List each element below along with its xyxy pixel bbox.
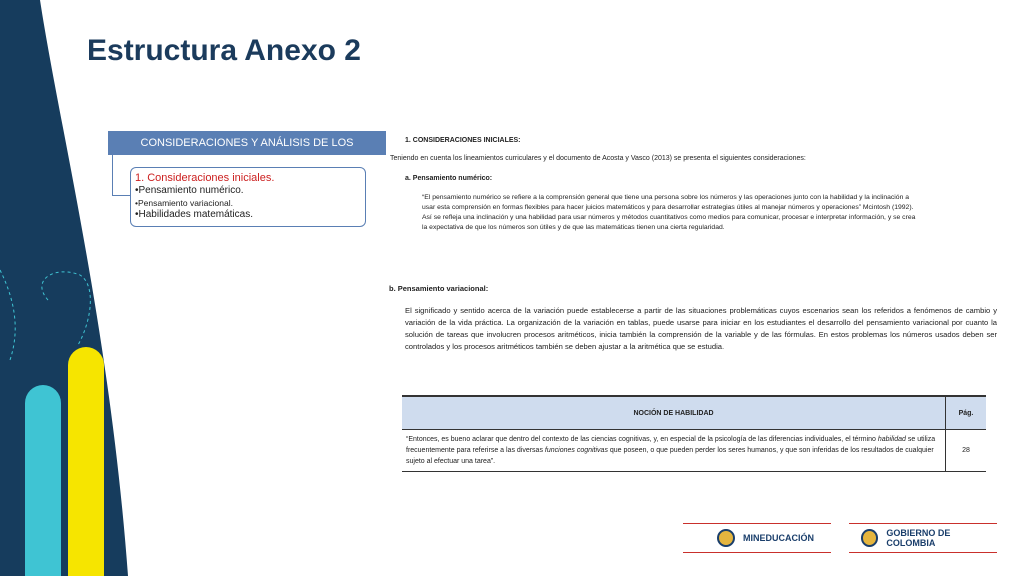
- cyan-pill: [25, 385, 61, 576]
- coat-of-arms-icon: [861, 529, 878, 547]
- slide-title: Estructura Anexo 2: [87, 34, 361, 67]
- gobierno-logo: [849, 523, 997, 553]
- term-habilidad: habilidad: [877, 436, 906, 443]
- section1-heading: 1. CONSIDERACIONES INICIALES:: [405, 137, 521, 144]
- page-number: 28: [946, 430, 987, 472]
- section1a-quote: “El pensamiento numérico se refiere a la comprensión general que tiene una persona sobre los números y las operaciones junto con la habilidad y la inclinación a usar esta comprensión en formas flexibles para hacer juicios matemáticos y para desarrollar estrategias útiles al manejar números y operaciones” Mcintosh (1992). Así se refleja una inclinación y una habilidad para usar números y métodos cuantitativos como medios para comunicar, procesar e interpretar información, y se crea la expectativa de que los números son útiles y de que las matemáticas tienen una cierta regularidad.: [422, 194, 916, 231]
- subbox-item: •Habilidades matemáticas.: [135, 209, 253, 220]
- subbox-item: •Pensamiento variacional.: [135, 198, 233, 208]
- notion-header: NOCIÓN DE HABILIDAD: [402, 396, 946, 430]
- navy-band: [0, 0, 128, 576]
- subbox-title: 1. Consideraciones iniciales.: [135, 172, 275, 184]
- notion-table: [402, 395, 986, 472]
- mineducacion-text: MINEDUCACIÓN: [743, 533, 814, 543]
- gobierno-text: GOBIERNO DE COLOMBIA: [886, 528, 951, 548]
- yellow-pill: [68, 347, 104, 576]
- diagram-connector: [112, 155, 131, 196]
- diagram-subbox: [130, 167, 366, 227]
- decorative-shapes: [0, 0, 140, 576]
- section1a-heading: a. Pensamiento numérico:: [405, 175, 493, 182]
- coat-of-arms-icon: [717, 529, 735, 547]
- table-row: [402, 430, 986, 472]
- section2-paragraph: El significado y sentido acerca de la variación puede establecerse a partir de las situaciones problemáticas cuyos escenarios sean los referidos a fenómenos de cambio y variación de la vida práctica. La organización de la variación en tablas, puede usarse para iniciar en los estudiantes el desarrollo del pensamiento variacional por cuanto la solución de tareas que involucren procesos aritméticos, inicia también la comprensión de la variable y de las fórmulas. En estos problemas los números usados deben ser controlados y los procesos aritméticos también se deben ajustar a la aritmética que se estudia.: [405, 306, 997, 351]
- section2-heading: b. Pensamiento variacional:: [389, 284, 489, 293]
- mineducacion-logo: [683, 523, 831, 553]
- section1-intro: Teniendo en cuenta los lineamientos curriculares y el documento de Acosta y Vasco (2013) se presenta el siguientes consideraciones:: [390, 155, 806, 162]
- diagram-header: CONSIDERACIONES Y ANÁLISIS DE LOS RESULTADOS: [108, 131, 386, 155]
- page-header: Pág.: [946, 396, 987, 430]
- subbox-item: •Pensamiento numérico.: [135, 185, 244, 196]
- notion-quote: “Entonces, es bueno aclarar que dentro del contexto de las ciencias cognitivas, y, en especial de la psicología de las diferencias individuales, el término habilidad se utiliza frecuentemente para referirse a las diversas funciones cognitivas que poseen, o que pueden perder los seres humanos, y que son inferidas de los resultados de cualquier sujeto al efectuar una tarea”.: [402, 430, 946, 472]
- term-funciones: funciones cognitivas: [544, 447, 608, 454]
